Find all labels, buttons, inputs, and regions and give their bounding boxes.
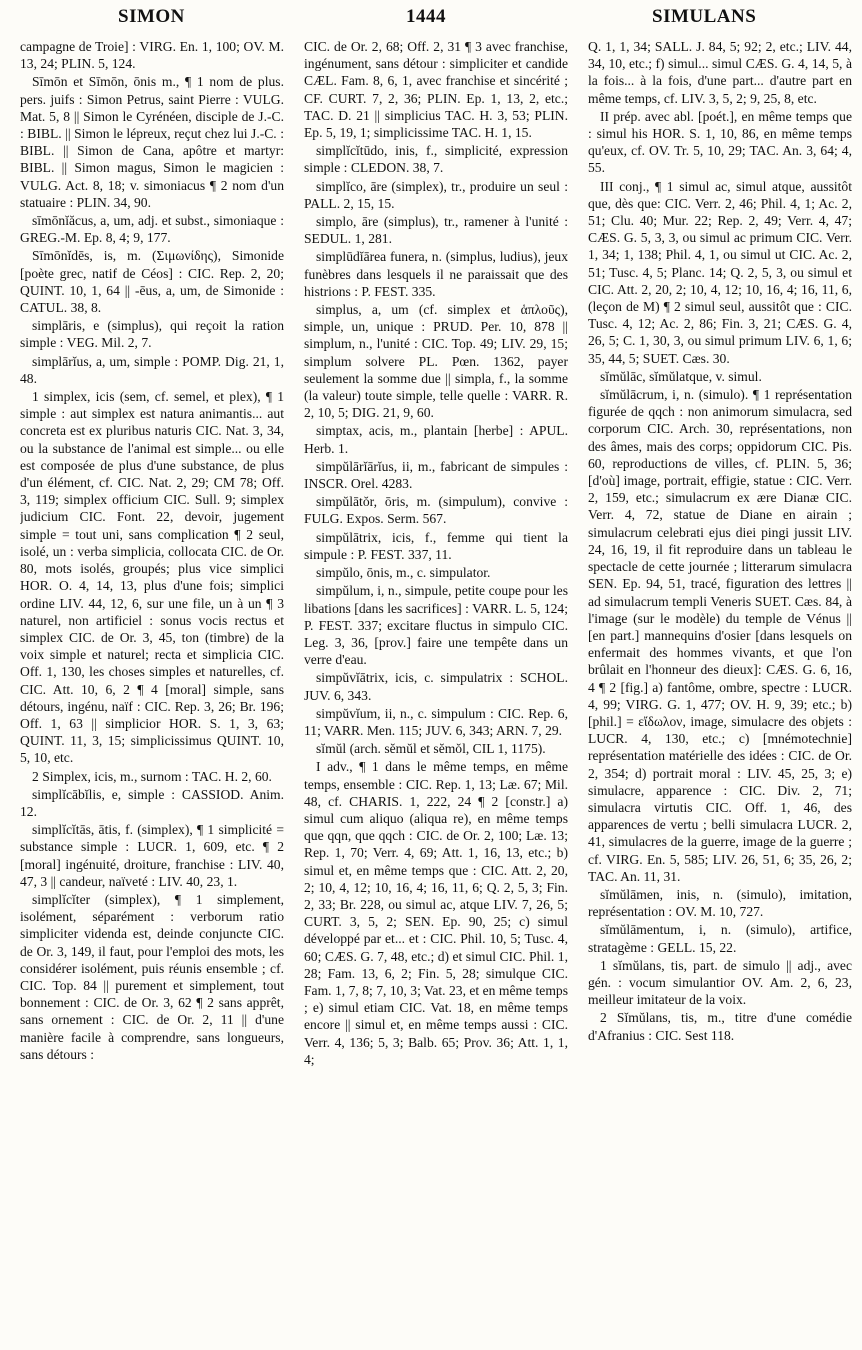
dictionary-entry: campagne de Troie] : VIRG. En. 1, 100; OV. M. 13, 24; PLIN. 5, 124. [20, 39, 284, 72]
dictionary-entry: 2 Simplex, icis, m., surnom : TAC. H. 2, 60. [32, 768, 272, 784]
header-last-entry: SIMULANS [652, 6, 757, 27]
dictionary-entry: III conj., ¶ 1 simul ac, simul atque, aussitôt que, dès que: CIC. Verr. 2, 46; Phil. 4, 1; Ac. 2, 51; Clu. 40; Mur. 22; Rep. 2, 49; Verr. 4, 47; CÆS. G. 5, 3, 3, ou simul ac primum CIC. Verr. 1, 34; 1, 138; Phil. 4, 1, ou simul ut CIC. Ac. 2, 51; Tusc. 4, 5; Planc. 14; Q. 2, 5, 3, ou simul et CIC. Att. 2, 20, 2; 10, 4, 12; 10, 16, 4; 16, 11, 6, (leçon de M) ¶ 2 simul seul, aussitôt que : CIC. Tusc. 4, 12; Ac. 2, 86; Fin. 3, 21; CÆS. G. 4, 26, 5; C. 1, 30, 3, ou simul primum LIV. 6, 1, 6; 35, 44, 5; SUET. Cæs. 30. [588, 178, 852, 366]
dictionary-entry: simpŭvĭātrix, icis, c. simpulatrix : SCHOL. JUV. 6, 343. [304, 670, 568, 703]
column-1 [20, 38, 284, 1344]
dictionary-entry: sīmōnĭăcus, a, um, adj. et subst., simoniaque : GREG.-M. Ep. 8, 4; 9, 177. [20, 213, 284, 246]
dictionary-entry: simplĭcĭtās, ātis, f. (simplex), ¶ 1 simplicité = substance simple : LUCR. 1, 609, etc. ¶ 2 [moral] ingénuité, droiture, franchise : LIV. 40, 47, 3 || candeur, naïveté : LIV. 40, 23, 1. [20, 822, 284, 889]
dictionary-entry: Sīmōnĭdēs, is, m. (Σιμωνίδης), Simonide [poète grec, natif de Céos] : CIC. Rep. 2, 20; QUINT. 10, 1, 64 || -ēus, a, um, de Simonide : CATUL. 38, 8. [20, 248, 284, 316]
column-3 [588, 38, 852, 1344]
dictionary-entry: simplĭcĭtūdo, inis, f., simplicité, expression simple : CLEDON. 38, 7. [304, 143, 568, 176]
dictionary-entry: simpŭvĭum, ii, n., c. simpulum : CIC. Rep. 6, 11; VARR. Men. 115; JUV. 6, 343; ARN. 7, 29. [304, 705, 568, 738]
dictionary-entry: 2 Sĭmŭlans, tis, m., titre d'une comédie d'Afranius : CIC. Sest 118. [588, 1010, 852, 1043]
dictionary-entry: simpŭlo, ōnis, m., c. simpulator. [316, 565, 491, 581]
dictionary-entry: Sīmōn et Sīmōn, ōnis m., ¶ 1 nom de plus. pers. juifs : Simon Petrus, saint Pierre : VULG. Mat. 5, 8 || Simon le Cyrénéen, disciple de J.-C. : BIBL. || Simon le lépreux, reçut chez lui J.-C. : BIBL. || Simon de Cana, apôtre et martyr: BIBL. || Simon magus, Simon le magicien : VULG. Act. 8, 18; v. simoniacus ¶ 2 nom d'un statuaire : PLIN. 34, 90. [20, 74, 284, 210]
dictionary-entry: simpŭlārĭārĭus, ii, m., fabricant de simpules : INSCR. Orel. 4283. [304, 458, 568, 492]
dictionary-entry: simplārĭus, a, um, simple : POMP. Dig. 21, 1, 48. [20, 353, 284, 386]
dictionary-entry: simplĭcĭter (simplex), ¶ 1 simplement, isolément, séparément : verborum ratio simpliciter videnda est, deinde conjuncte CIC. de Or. 3, 149, il faut, pour l'emploi des mots, les considérer isolément, puis réunis ensemble ; cf. CIC. Top. 84 || purement et simplement, tout bonnement : CIC. de Or. 3, 62 ¶ 2 sans apprêt, sans ornement : CIC. de Or. 2, 11 || d'une manière facile à comprendre, sans longueurs, sans détours : [20, 891, 284, 1062]
columns [20, 38, 855, 1344]
dictionary-entry: simplūdĭārea funera, n. (simplus, ludius), jeux funèbres dans lesquels il ne paraissait que des histrions : P. FEST. 335. [304, 249, 568, 299]
dictionary-entry: sĭmŭlāc, sĭmŭlatque, v. simul. [600, 368, 762, 384]
dictionary-entry: simplāris, e (simplus), qui reçoit la ration simple : VEG. Mil. 2, 7. [20, 318, 284, 351]
dictionary-entry: CIC. de Or. 2, 68; Off. 2, 31 ¶ 3 avec franchise, ingénument, sans détour : simpliciter et candide CÆL. Fam. 8, 6, 1, avec franchise et sincérité ; CF. CURT. 7, 2, 36; PLIN. Ep. 1, 13, 2, etc.; TAC. D. 21 || simplicius TAC. H. 3, 53; PLIN. Ep. 5, 19, 1; simplicissime TAC. H. 1, 15. [304, 39, 568, 141]
dictionary-entry: simplo, āre (simplus), tr., ramener à l'unité : SEDUL. 1, 281. [304, 214, 568, 247]
column-2 [304, 38, 568, 1344]
dictionary-entry: sĭmŭlāmen, inis, n. (simulo), imitation, représentation : OV. M. 10, 727. [588, 886, 852, 920]
dictionary-entry: I adv., ¶ 1 dans le même temps, en même temps, ensemble : CIC. Rep. 1, 13; Læ. 67; Mil. 48, cf. CHARIS. 1, 222, 24 ¶ 2 [constr.] a) simul cum aliquo (aliqua re), en même temps que qqn, que qqch : CIC. de Or. 2, 100; Læ. 13; Rep. 1, 70; Verr. 4, 69; Att. 1, 16, 13, etc.; b) simul et, en même temps que : CIC. Att. 2, 20, 2; 10, 4, 12; 10, 16, 4; 16, 11, 6; Q. 2, 5, 3; Fin. 2, 33; Br. 228, ou simul ac, atque LIV. 7, 26, 5; CURT. 3, 5, 2; SEN. Ep. 90, 25; c) simul développé par et... et : CIC. Phil. 10, 5; Tusc. 4, 60; CÆS. G. 7, 48, etc.; d) et simul CIC. Phil. 1, 28; Fam. 13, 6, 2; Fin. 5, 28; simulque CIC. Fam. 1, 7, 8; 7, 10, 3; Vat. 23, et en même temps ; e) simul etiam CIC. Vat. 18, en même temps encore || simul et, en même temps aussi : CIC. Verr. 4, 136; 5, 3; Balb. 65; Prov. 36; Att. 1, 1, 4; [304, 759, 568, 1067]
dictionary-entry: sĭmŭl (arch. sĕmŭl et sĕmŏl, CIL 1, 1175). [316, 741, 546, 757]
dictionary-entry: sĭmŭlācrum, i, n. (simulo). ¶ 1 représentation figurée de qqch : non animorum simulacra, sed corporum CIC. Arch. 30, représentations, non des âmes, mais des corps; oppidorum CIC. Pis. 60, reproductions de villes, cf. PLIN. 5, 36; [d'où] image, portrait, effigie, statue : CIC. Verr. 2, 159, etc.; simulacrum ex ære Dianæ CIC. Verr. 4, 72, statue de Diane en airain ; simulacrum celebrati ejus diei pingi jussit LIV. 24, 16, 19, il fit reproduire dans un tableau le spectacle de cette journée ; litterarum simulacra SEN. Ep. 94, 51, tracé, figuration des lettres || ad simulacrum templi Veneris SUET. Cæs. 84, à l'image (sur le modèle) du temple de Vénus || [en part.] mannequins d'osier [dans lesquels on enfermait des hommes vivants, et que l'on brûlait en l'honneur des dieux]: CÆS. G. 6, 16, 4 ¶ 2 [fig.] a) fantôme, ombre, spectre : LUCR. 4, 99; VIRG. G. 1, 477; OV. H. 9, 39; etc.; b) [phil.] = εἴδωλον, image, simulacre des objets : LUCR. 4, 130, etc.; c) [mnémotechnie] représentation matérielle des idées : CIC. de Or. 2, 354; d) portrait moral : LIV. 45, 25, 3; e) simulacre, apparence : CIC. Div. 2, 71; simulacra virtutis CIC. Off. 1, 46, des apparences de vertu ; belli simulacra LUCR. 2, 41, simulacres de la guerre, image de la guerre ; cf. VIRG. En. 5, 585; LIV. 26, 51, 6; 35, 26, 2; TAC. An. 11, 31. [588, 387, 852, 884]
dictionary-entry: 1 simplex, icis (sem, cf. semel, et plex), ¶ 1 simple : aut simplex est natura animantis... aut concreta est ex pluribus naturis CIC. Nat. 3, 34, ou la substance de l'animal est simple... ou elle est composée de plus d'une substance, de plus d'un élément, cf. CIC. Nat. 2, 29; CM 78; Off. 3, 119; simplex officium CIC. Sull. 9; simplex judicium CIC. Font. 22, devoir, jugement simple = tout uni, sans complication ¶ 2 seul, isolé, un : verba simplicia, collocata CIC. de Or. 80, mots isolés, groupés; plus vice simplici HOR. O. 4, 14, 13, plus d'une fois; simplici ordine LIV. 44, 12, 6, sur une file, un à un ¶ 3 naturel, non artificiel : sonus vocis rectus et simplex CIC. de Or. 3, 45, ton (timbre) de la voix simple et naturel; recta et simplicia CIC. Off. 1, 130, les choses simples et naturelles, cf. CIC. Att. 10, 6, 2 ¶ 4 [moral] simple, sans détours, ingénu, naïf : CIC. Rep. 3, 26; Br. 196; Off. 1, 63 || simplicior HOR. S. 1, 3, 63; QUINT. 11, 3, 15; simplicissimus QUINT. 10, 5, 10, etc. [20, 389, 284, 766]
dictionary-entry: simpŭlum, i, n., simpule, petite coupe pour les libations [dans les sacrifices] : VARR. L. 5, 124; P. FEST. 337; excitare fluctus in simpulo CIC. Leg. 3, 36, [prov.] faire une tempête dans un verre d'eau. [304, 583, 568, 668]
dictionary-entry: simptax, acis, m., plantain [herbe] : APUL. Herb. 1. [304, 423, 568, 456]
dictionary-entry: 1 sĭmŭlans, tis, part. de simulo || adj., avec gén. : vocum simulantior OV. Am. 2, 6, 23, meilleur imitateur de la voix. [588, 957, 852, 1008]
dictionary-entry: simpŭlātŏr, ōris, m. (simpulum), convive : FULG. Expos. Serm. 567. [304, 494, 568, 527]
dictionary-entry: Q. 1, 1, 34; SALL. J. 84, 5; 92; 2, etc.; LIV. 44, 34, 10, etc.; f) simul... simul CÆS. G. 4, 14, 5, à la fois... à la fois, d'une part... d'autre part en même temps, cf. LIV. 3, 5, 2; 9, 25, 8, etc. [588, 39, 852, 106]
page-header [0, 6, 862, 32]
dictionary-entry: sĭmŭlāmentum, i, n. (simulo), artifice, stratagème : GELL. 15, 22. [588, 922, 852, 955]
dictionary-entry: simpŭlātrix, icis, f., femme qui tient la simpule : P. FEST. 337, 11. [304, 529, 568, 562]
header-first-entry: SIMON [118, 6, 185, 27]
dictionary-entry: simplus, a, um (cf. simplex et ἁπλοῦς), simple, un, unique : PRUD. Per. 10, 878 || simplum, n., l'unité : CIC. Top. 49; LIV. 29, 15; simplum solvere PL. Pœn. 1362, payer seulement la somme due || simpla, f., la somme (la valeur) toute simple, telle quelle : VARR. R. 2, 10, 5; DIG. 21, 9, 60. [304, 302, 568, 421]
dictionary-entry: II prép. avec abl. [poét.], en même temps que : simul his HOR. S. 1, 10, 86, en même temps qu'eux, cf. OV. Tr. 5, 10, 29; TAC. An. 3, 64; 4, 55. [588, 108, 852, 176]
dictionary-entry: simplĭcābĭlis, e, simple : CASSIOD. Anim. 12. [20, 786, 284, 819]
page-number: 1444 [406, 6, 446, 27]
dictionary-entry: simplĭco, āre (simplex), tr., produire un seul : PALL. 2, 15, 15. [304, 178, 568, 211]
